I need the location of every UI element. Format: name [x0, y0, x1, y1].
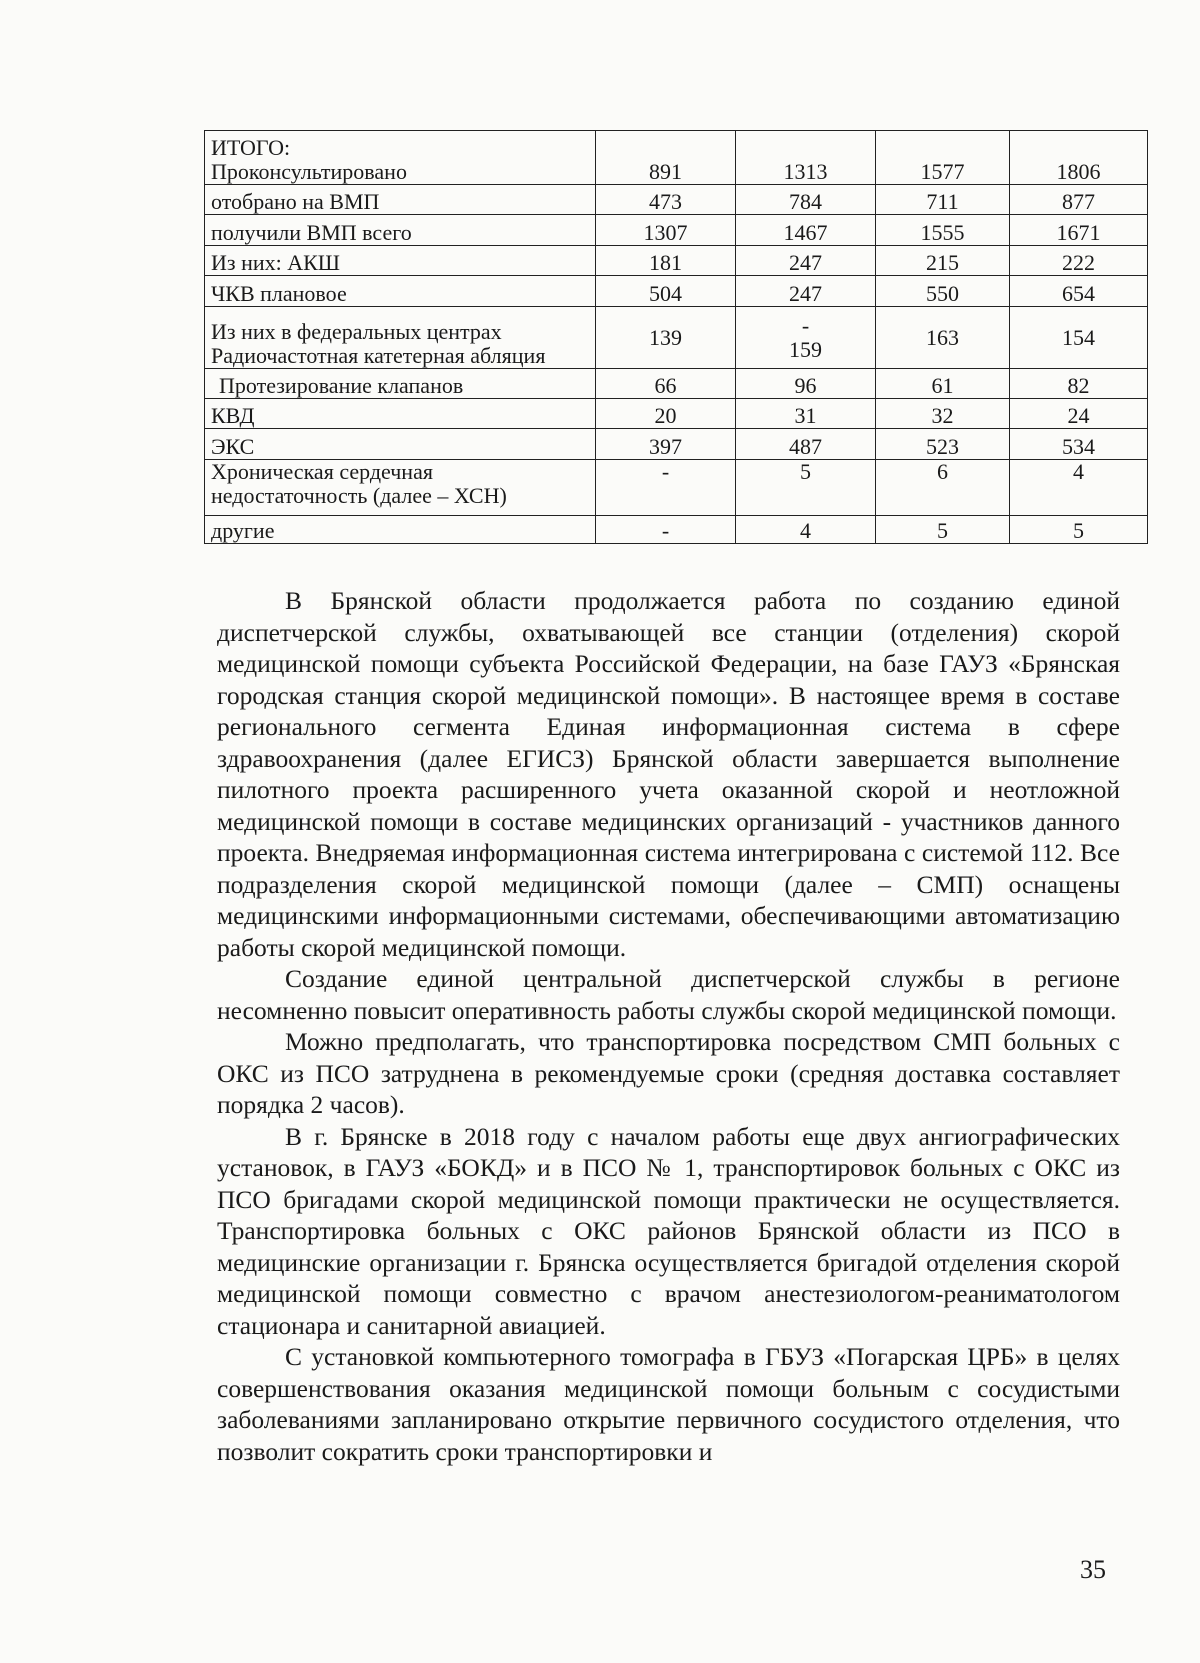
table-cell: 32 — [876, 399, 1010, 429]
row-label — [205, 460, 596, 516]
table-cell: 473 — [596, 185, 736, 215]
row-label — [205, 185, 596, 215]
table-cell: - — [596, 516, 736, 544]
table-row — [205, 429, 1148, 460]
table-cell: 1307 — [596, 215, 736, 246]
table-cell: 247 — [736, 276, 876, 307]
table-cell: 222 — [1010, 246, 1148, 276]
table-row — [205, 460, 1148, 516]
statistics-table — [204, 130, 1148, 544]
table-cell: 1671 — [1010, 215, 1148, 246]
row-label — [205, 246, 596, 276]
row-label-line: Хроническая сердечная — [211, 459, 433, 484]
row-label — [205, 307, 596, 369]
table-cell: 96 — [736, 369, 876, 399]
table-cell: 5 — [736, 460, 876, 516]
table-row — [205, 246, 1148, 276]
table-cell: 24 — [1010, 399, 1148, 429]
table-row — [205, 215, 1148, 246]
table-cell: 5 — [1010, 516, 1148, 544]
table-cell: 654 — [1010, 276, 1148, 307]
table-row — [205, 276, 1148, 307]
table-row — [205, 307, 1148, 369]
table-cell: - — [596, 460, 736, 516]
table-cell: 1313 — [736, 131, 876, 185]
row-label-line: КВД — [211, 403, 255, 428]
table-cell: 247 — [736, 246, 876, 276]
row-label-line: получили ВМП всего — [211, 220, 412, 245]
table-cell: 523 — [876, 429, 1010, 460]
table-row — [205, 369, 1148, 399]
table-cell: 534 — [1010, 429, 1148, 460]
table-cell: 1555 — [876, 215, 1010, 246]
row-label — [205, 429, 596, 460]
table-row — [205, 399, 1148, 429]
row-label-line: отобрано на ВМП — [211, 189, 380, 214]
row-label-line: Из них в федеральных центрах — [211, 319, 502, 344]
row-label-line: недостаточность (далее – ХСН) — [211, 483, 507, 508]
table-cell: 66 — [596, 369, 736, 399]
row-label-line: другие — [211, 518, 275, 543]
row-label — [205, 369, 596, 399]
table-cell: 215 — [876, 246, 1010, 276]
table-cell: 4 — [1010, 460, 1148, 516]
paragraph: Можно предполагать, что транспортировка посредством СМП больных с ОКС из ПСО затруднена в рекомендуемые сроки (средняя доставка составляет порядка 2 часов). — [217, 1027, 1120, 1119]
row-label — [205, 131, 596, 185]
row-label-line: Радиочастотная катетерная абляция — [211, 343, 546, 368]
table-cell: 711 — [876, 185, 1010, 215]
table-cell: 397 — [596, 429, 736, 460]
table-cell: 61 — [876, 369, 1010, 399]
table-cell: 20 — [596, 399, 736, 429]
table-cell: 5 — [876, 516, 1010, 544]
table-cell: 31 — [736, 399, 876, 429]
table-cell: 1806 — [1010, 131, 1148, 185]
table-cell: 181 — [596, 246, 736, 276]
table-cell: 4 — [736, 516, 876, 544]
table-cell: 1577 — [876, 131, 1010, 185]
table-cell: 891 — [596, 131, 736, 185]
table-cell: 877 — [1010, 185, 1148, 215]
table-row — [205, 185, 1148, 215]
paragraph: В Брянской области продолжается работа по созданию единой диспетчерской службы, охватывающей все станции (отделения) скорой медицинской помощи субъекта Российской Федерации, на базе ГАУЗ «Брянская городская станция скорой медицинской помощи». В настоящее время в составе регионального сегмента Единая информационная система в сфере здравоохранения (далее ЕГИСЗ) Брянской области завершается выполнение пилотного проекта расширенного учета оказанной скорой и неотложной медицинской помощи в составе медицинских организаций - участников данного проекта. Внедряемая информационная система интегрирована с системой 112. Все подразделения скорой медицинской помощи (далее – СМП) оснащены медицинскими информационными системами, обеспечивающими автоматизацию работы скорой медицинской помощи. — [217, 586, 1120, 962]
row-label-line: ЭКС — [211, 434, 255, 459]
table-cell: 82 — [1010, 369, 1148, 399]
table-cell: 163 — [876, 307, 1010, 369]
table-cell: 1467 — [736, 215, 876, 246]
table-cell: 504 — [596, 276, 736, 307]
row-label — [205, 276, 596, 307]
body-text — [217, 585, 1120, 1467]
row-label — [205, 399, 596, 429]
table-cell: 550 — [876, 276, 1010, 307]
table-cell: 139 — [596, 307, 736, 369]
table-cell: 154 — [1010, 307, 1148, 369]
table-cell: 487 — [736, 429, 876, 460]
paragraph: В г. Брянске в 2018 году с началом работы еще двух ангиографических установок, в ГАУЗ «БОКД» и в ПСО № 1, транспортировок больных с ОКС из ПСО бригадами скорой медицинской помощи практически не осуществляется. Транспортировка больных с ОКС районов Брянской области из ПСО в медицинские организации г. Брянска осуществляется бригадой отделения скорой медицинской помощи совместно с врачом анестезиологом-реаниматологом стационара и санитарной авиацией. — [217, 1121, 1120, 1340]
row-label — [205, 215, 596, 246]
row-label-line: Протезирование клапанов — [219, 373, 464, 398]
row-label-line: Из них: АКШ — [211, 250, 340, 275]
table-row — [205, 131, 1148, 185]
page-number: 35 — [1080, 1555, 1106, 1584]
row-label — [205, 516, 596, 544]
row-label-line: ИТОГО: — [211, 135, 291, 160]
table-cell: - 159 — [736, 307, 876, 369]
table-cell: 784 — [736, 185, 876, 215]
table-row — [205, 516, 1148, 544]
paragraph: Создание единой центральной диспетчерской службы в регионе несомненно повысит оперативность работы службы скорой медицинской помощи. — [217, 964, 1120, 1025]
paragraph: С установкой компьютерного томографа в ГБУЗ «Погарская ЦРБ» в целях совершенствования оказания медицинской помощи больным с сосудистыми заболеваниями запланировано открытие первичного сосудистого отделения, что позволит сократить сроки транспортировки и — [217, 1342, 1120, 1466]
table-cell: 6 — [876, 460, 1010, 516]
row-label-line: Проконсультировано — [211, 159, 407, 184]
row-label-line: ЧКВ плановое — [211, 281, 347, 306]
